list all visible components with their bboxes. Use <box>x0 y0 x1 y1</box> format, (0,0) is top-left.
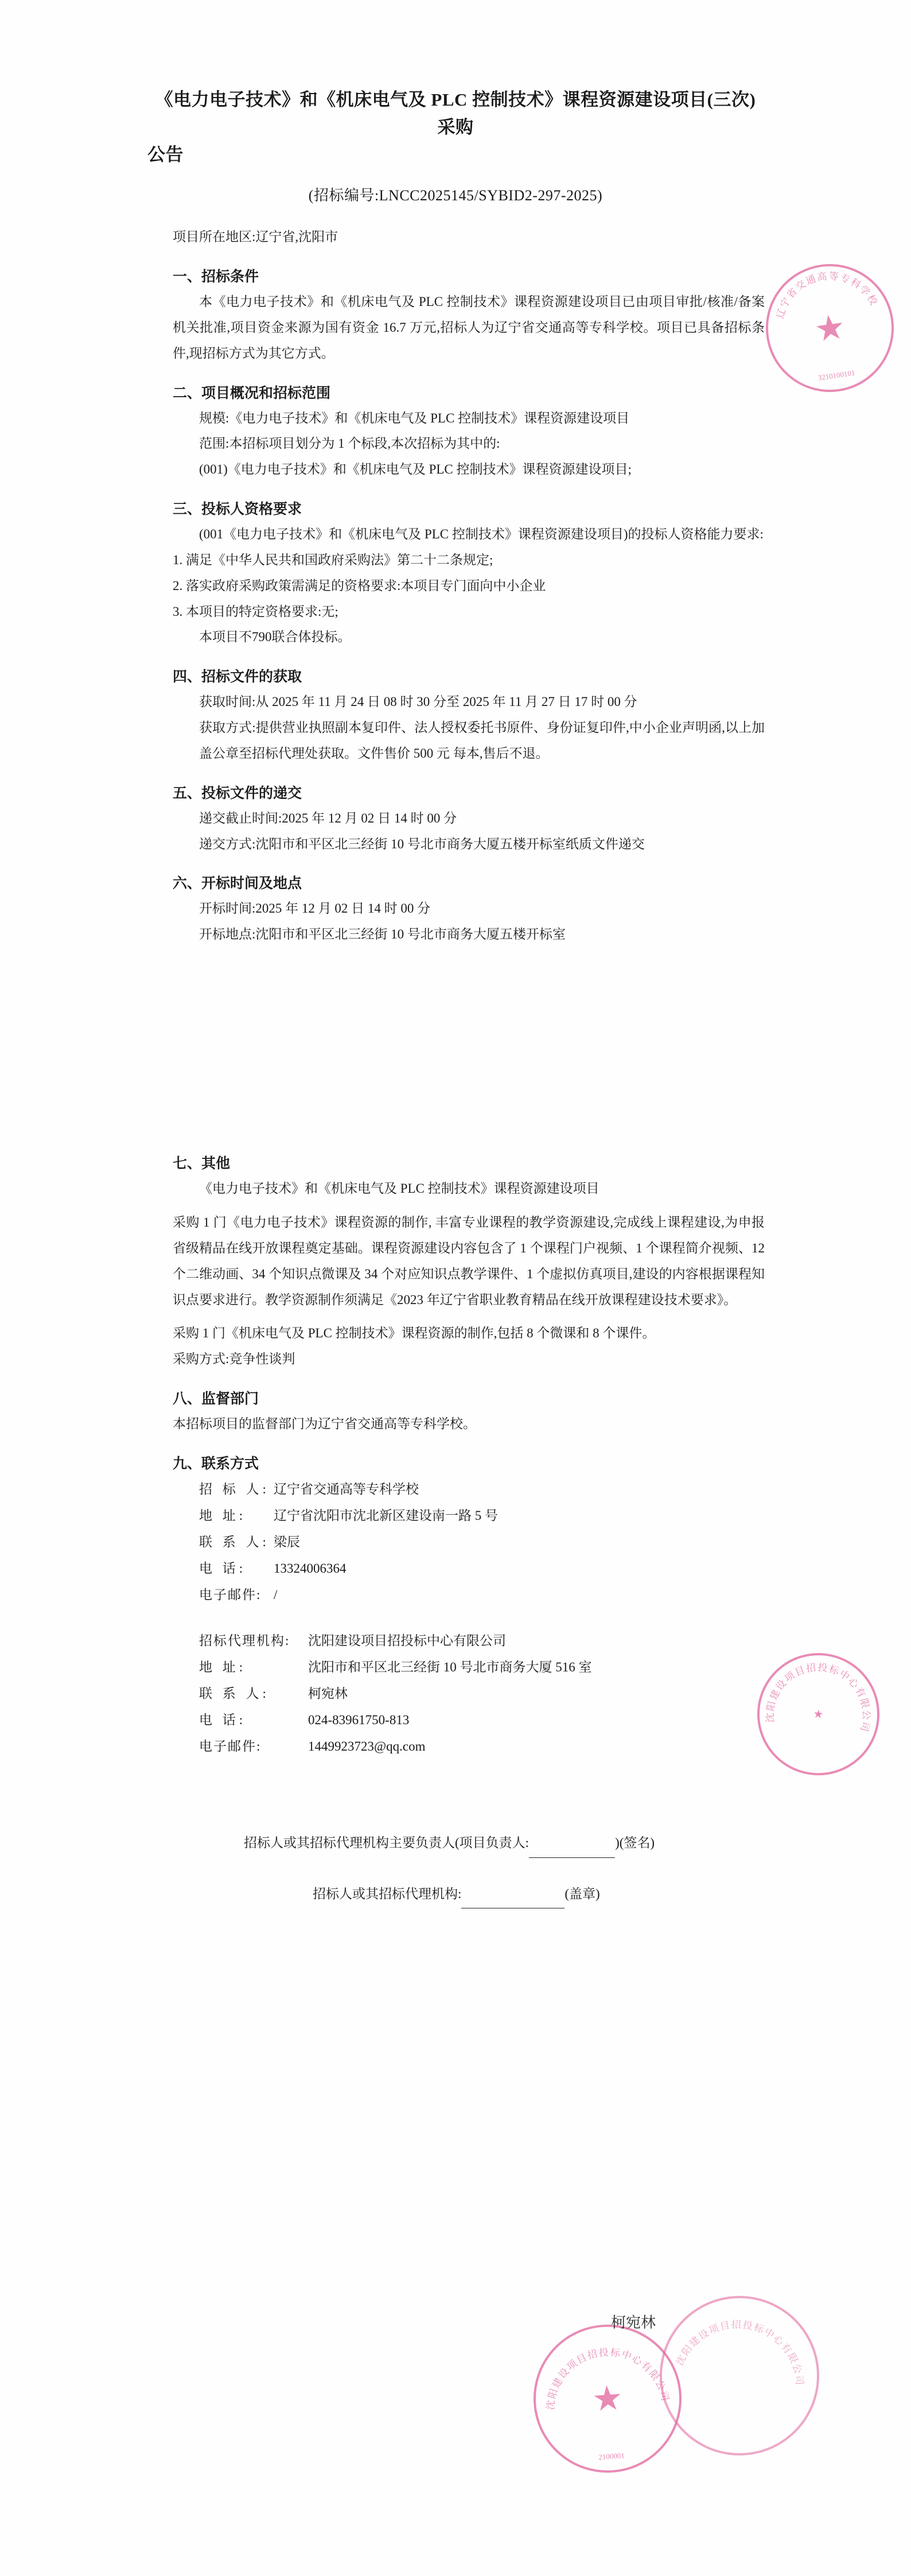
section-7-para-2: 采购 1 门《电力电子技术》课程资源的制作, 丰富专业课程的教学资源建设,完成线上课程建设,为申报省级精品在线开放课程奠定基础。课程资源建设内容包含了 1 个课程门户视频、1 个课程简介视频、12 个二维动画、34 个知识点微课及 34 个对应知识点教学课件、1 个虚拟仿真项目,建设的内容根据课程知识点要求进行。教学资源制作须满足《2023 年辽宁省职业教育精品在线开放课程建设技术要求》。 <box>173 1215 765 1307</box>
contact-value: 沈阳建设项目招投标中心有限公司 <box>308 1633 506 1648</box>
section-2-para-3: (001)《电力电子技术》和《机床电气及 PLC 控制技术》课程资源建设项目; <box>199 462 632 477</box>
agency-contact-block <box>146 1628 765 1760</box>
section-4-para-1: 获取时间:从 2025 年 11 月 24 日 08 时 30 分至 2025 年 11 月 27 日 17 时 00 分 <box>199 695 637 709</box>
contact-row <box>146 1476 765 1503</box>
project-region: 项目所在地区:辽宁省,沈阳市 <box>173 230 338 245</box>
star-icon: ★ <box>590 2379 625 2419</box>
page-title-line1: 《电力电子技术》和《机床电气及 PLC 控制技术》课程资源建设项目(三次)采购 <box>155 90 756 138</box>
stamp-arc-text <box>650 2286 830 2466</box>
section-3-para-4: 3. 本项目的特定资格要求:无; <box>173 604 338 619</box>
stamp-code: 2100001 <box>598 2451 625 2462</box>
signature-row-org <box>146 1880 765 1909</box>
contact-value: 沈阳市和平区北三经街 10 号北市商务大厦 516 室 <box>308 1659 592 1674</box>
signature-person-prefix: 招标人或其招标代理机构主要负责人(项目负责人: <box>244 1835 530 1850</box>
signature-org-line[interactable] <box>461 1893 564 1908</box>
section-8-heading: 八、监督部门 <box>173 1391 259 1407</box>
contact-label: 招 标 人: <box>199 1481 270 1496</box>
signature-row-person <box>146 1829 765 1858</box>
section-9 <box>146 1452 765 1760</box>
stamp-contract-seal <box>647 2283 832 2468</box>
contact-value: 辽宁省交通高等专科学校 <box>274 1481 419 1496</box>
contact-label: 电子邮件: <box>199 1587 262 1602</box>
contact-label: 联 系 人: <box>199 1686 270 1701</box>
section-7-para-3: 采购 1 门《机床电气及 PLC 控制技术》课程资源的制作,包括 8 个微课和 8 个课件。 <box>173 1326 656 1341</box>
contact-label: 联 系 人: <box>199 1534 270 1549</box>
section-4-para-2: 获取方式:提供营业执照副本复印件、法人授权委托书原件、身份证复印件,中小企业声明函,以上加盖公章至招标代理处获取。文件售价 500 元 每本,售后不退。 <box>199 720 765 761</box>
section-1-heading: 一、招标条件 <box>173 269 259 285</box>
contact-value: 梁辰 <box>274 1534 300 1549</box>
contact-value: 1449923723@qq.com <box>308 1739 426 1753</box>
contact-row <box>146 1654 765 1681</box>
section-3-para-2: 1. 满足《中华人民共和国政府采购法》第二十二条规定; <box>173 552 493 567</box>
signature-org-suffix: (盖章) <box>564 1886 600 1901</box>
section-7-heading: 七、其他 <box>173 1156 231 1172</box>
signature-person-suffix: )(签名) <box>615 1835 655 1850</box>
section-8-para-1: 本招标项目的监督部门为辽宁省交通高等专科学校。 <box>173 1417 476 1431</box>
contact-value: 024-83961750-813 <box>308 1712 410 1727</box>
contact-row <box>146 1681 765 1707</box>
section-2-heading: 二、项目概况和招标范围 <box>173 385 331 401</box>
contact-row <box>146 1628 765 1654</box>
section-6 <box>146 872 765 948</box>
svg-text:沈阳建设项目招投标中心有限公司: 沈阳建设项目招投标中心有限公司 <box>764 1662 872 1734</box>
contact-label: 地 址: <box>199 1659 247 1674</box>
section-4 <box>146 665 765 767</box>
section-6-para-2: 开标地点:沈阳市和平区北三经街 10 号北市商务大厦五楼开标室 <box>199 927 566 942</box>
page-title <box>146 86 765 169</box>
section-9-heading: 九、联系方式 <box>173 1456 259 1472</box>
contact-label: 地 址: <box>199 1508 247 1523</box>
contact-value: 柯宛林 <box>308 1686 348 1701</box>
section-5-para-2: 递交方式:沈阳市和平区北三经街 10 号北市商务大厦五楼开标室纸质文件递交 <box>199 836 645 851</box>
star-icon: ★ <box>812 307 848 349</box>
contact-value: 13324006364 <box>274 1561 347 1576</box>
contact-label: 电 话: <box>199 1712 247 1727</box>
section-3 <box>146 498 765 650</box>
section-5 <box>146 782 765 858</box>
contact-label: 招标代理机构: <box>199 1633 290 1648</box>
contact-row <box>146 1582 765 1608</box>
section-3-heading: 三、投标人资格要求 <box>173 502 302 518</box>
contact-row <box>146 1555 765 1582</box>
section-7 <box>146 1152 765 1372</box>
section-4-heading: 四、招标文件的获取 <box>173 669 302 685</box>
svg-text:辽宁省交通高等专科学校: 辽宁省交通高等专科学校 <box>774 270 880 320</box>
section-2-para-2: 范围:本招标项目划分为 1 个标段,本次招标为其中的: <box>199 436 500 451</box>
section-5-heading: 五、投标文件的递交 <box>173 785 302 801</box>
section-3-para-1: (001《电力电子技术》和《机床电气及 PLC 控制技术》课程资源建设项目)的投标人资格能力要求: <box>199 527 764 542</box>
stamp-code: 3210100101 <box>817 368 856 382</box>
section-2-para-1: 规模:《电力电子技术》和《机床电气及 PLC 控制技术》课程资源建设项目 <box>199 410 630 425</box>
signature-person-line[interactable] <box>529 1842 615 1858</box>
section-1-para-1: 本《电力电子技术》和《机床电气及 PLC 控制技术》课程资源建设项目已由项目审批/核准/备案机关批准,项目资金来源为国有资金 16.7 万元,招标人为辽宁省交通高等专科学校。项目已具备招标条件,现招标方式为其它方式。 <box>173 294 765 360</box>
section-3-para-3: 2. 落实政府采购政策需满足的资格要求:本项目专门面向中小企业 <box>173 578 546 593</box>
stamp-center-text: ★ <box>812 1707 824 1721</box>
contact-value: / <box>274 1587 278 1602</box>
contact-row <box>146 1707 765 1733</box>
section-6-heading: 六、开标时间及地点 <box>173 876 302 892</box>
handwritten-signature: 柯宛林 <box>611 2314 656 2331</box>
contact-row <box>146 1733 765 1760</box>
section-3-para-5: 本项目不790联合体投标。 <box>199 630 351 645</box>
svg-text:沈阳建设项目招投标中心有限公司: 沈阳建设项目招投标中心有限公司 <box>674 2319 805 2387</box>
contact-label: 电 话: <box>199 1561 247 1576</box>
contact-label: 电子邮件: <box>199 1739 262 1753</box>
contact-value: 辽宁省沈阳市沈北新区建设南一路 5 号 <box>274 1508 498 1523</box>
section-7-para-1: 《电力电子技术》和《机床电气及 PLC 控制技术》课程资源建设项目 <box>199 1181 599 1196</box>
section-7-para-4: 采购方式:竞争性谈判 <box>173 1352 295 1367</box>
tender-number: (招标编号:LNCC2025145/SYBID2-297-2025) <box>308 187 603 204</box>
page-title-line2: 公告 <box>147 145 184 165</box>
section-1 <box>146 265 765 367</box>
contact-row <box>146 1529 765 1555</box>
page-break-gap <box>146 948 765 1137</box>
svg-text:沈阳建设项目招投标中心有限公司: 沈阳建设项目招投标中心有限公司 <box>544 2346 671 2411</box>
contact-row <box>146 1503 765 1529</box>
section-6-para-1: 开标时间:2025 年 12 月 02 日 14 时 00 分 <box>199 901 431 916</box>
section-8 <box>146 1387 765 1437</box>
signature-area <box>146 1829 765 1908</box>
signature-org-prefix: 招标人或其招标代理机构: <box>313 1886 462 1901</box>
project-region-block <box>146 224 765 250</box>
section-5-para-1: 递交截止时间:2025 年 12 月 02 日 14 时 00 分 <box>199 810 457 825</box>
section-2 <box>146 382 765 483</box>
